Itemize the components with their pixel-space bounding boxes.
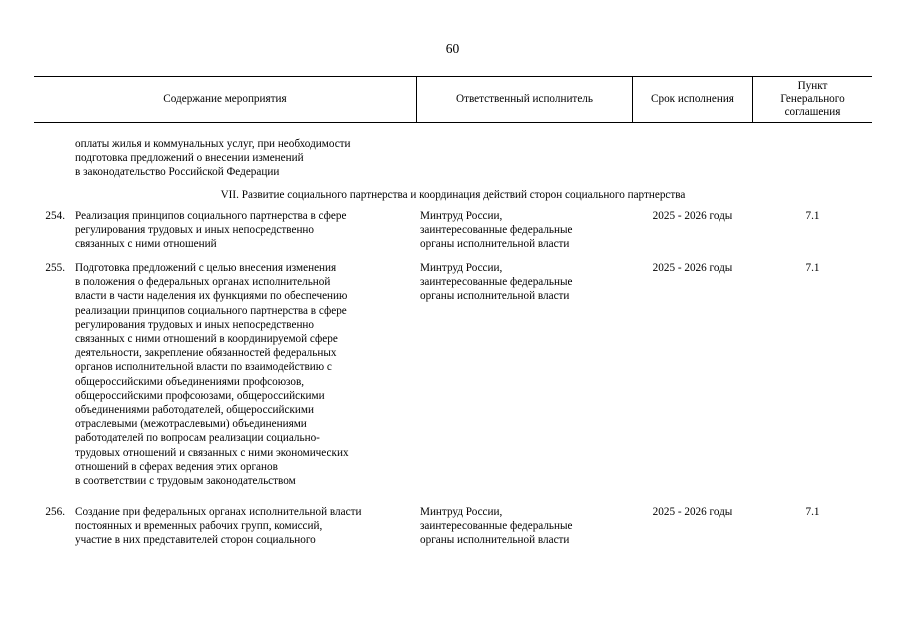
header-executor: Ответственный исполнитель [456, 93, 593, 105]
row-deadline: 2025 - 2026 годы [652, 262, 733, 274]
header-deadline: Срок исполнения [651, 93, 734, 105]
continuation-text: оплаты жилья и коммунальных услуг, при необходимости подготовка предложений о внесении изменений в законодательство Российской Федерации [75, 138, 351, 179]
row-clause: 7.1 [805, 262, 820, 274]
table-header-bottom-border [34, 122, 872, 123]
row-deadline: 2025 - 2026 годы [652, 210, 733, 222]
row-number: 255. [45, 262, 65, 274]
row-executor: Минтруд России, заинтересованные федеральные органы исполнительной власти [420, 506, 573, 547]
row-executor: Минтруд России, заинтересованные федеральные органы исполнительной власти [420, 210, 573, 251]
row-number: 256. [45, 506, 65, 518]
row-content: Реализация принципов социального партнерства в сфере регулирования трудовых и иных непосредственно связанных с ними отношений [75, 210, 347, 251]
header-content: Содержание мероприятия [163, 93, 287, 105]
section-title: VII. Развитие социального партнерства и координация действий сторон социального партнерства [220, 189, 686, 201]
row-clause: 7.1 [805, 210, 820, 222]
row-executor: Минтруд России, заинтересованные федеральные органы исполнительной власти [420, 262, 573, 303]
row-deadline: 2025 - 2026 годы [652, 506, 733, 518]
row-number: 254. [45, 210, 65, 222]
header-clause: Пункт Генерального соглашения [780, 80, 845, 118]
row-clause: 7.1 [805, 506, 820, 518]
page-number: 60 [445, 41, 460, 56]
row-content: Создание при федеральных органах исполнительной власти постоянных и временных рабочих групп, комиссий, участие в них представителей сторон социального [75, 506, 362, 547]
row-content: Подготовка предложений с целью внесения изменения в положения о федеральных органах исполнительной власти в части наделения их функциями по обеспечению реализации принципов социального партнерства в сфере регулирования трудовых и иных непосредственно связанных с ними отношений в координируемой сфере деятельности, закрепление обязанностей федеральных органов исполнительной власти по взаимодействию с общероссийскими объединениями профсоюзов, общероссийскими профсоюзами, общероссийскими объединениями работодателей, общероссийскими отраслевыми (межотраслевыми) объединениями работодателей по вопросам реализации социально- трудовых отношений и связанных с ними экономических отношений в сферах ведения этих органов в соответствии с трудовым законодательством [75, 262, 349, 488]
